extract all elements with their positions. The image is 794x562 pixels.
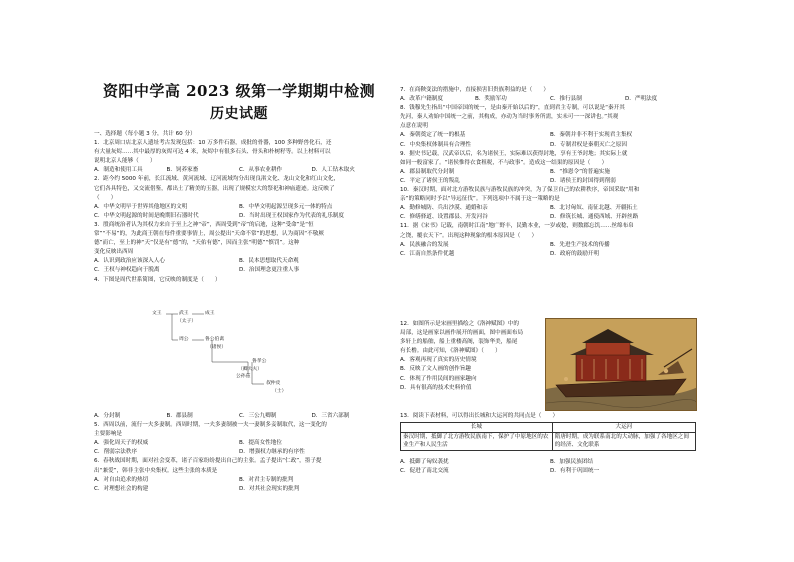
q6-options: [94, 485, 384, 494]
option: C．削弱宗法秩序: [94, 449, 138, 456]
node-taizi: （太子）: [177, 319, 197, 324]
q8-options: [400, 131, 700, 140]
node-duke-zhou: 周公: [179, 337, 189, 342]
q5-line: 主要影响是: [94, 431, 122, 438]
q9-options: [400, 177, 700, 186]
q2-line: 它们各具特色，又交流借鉴，都出土了精美的玉器，出现了规模宏大的祭祀和神庙遗迹。这反映了: [94, 185, 335, 192]
table-header-grand-canal: 大运河: [552, 423, 695, 433]
option: D．增强权力继承的有序性: [239, 449, 305, 456]
option: A．分封制: [94, 413, 121, 419]
question-block-1-3: [94, 130, 384, 285]
q8-line: 先河，秦人劝始中国统一之前，其构成，亦动为当时事务所需，实未可一一深讲也。”其观: [400, 114, 619, 121]
table-header-row: [401, 423, 696, 433]
q12-line: 局部，这是画家以画作展开的画面，图中画面布局: [400, 330, 524, 337]
boat-picture: [546, 319, 697, 411]
q9-line: 如同一般富家了。“诸侯惟得衣食租税，不与政事”。造成这一结果的原因是（ ）: [400, 159, 608, 166]
option: B．奖励军功: [475, 96, 507, 103]
q8-line: 8．钱穆先生指出“中国帝国的统一，是由秦开始以后的”，直到君主专制，可以说是“秦开其: [400, 105, 625, 112]
q11-options: [400, 250, 700, 259]
q9-line: 9．据史书记载，汉武帝以后，名为诸侯王，实际难以获得封地，享有王爷封地；其实际上就: [400, 150, 628, 157]
option: C．三公九卿制: [239, 413, 277, 419]
q12-line: 多轩上的船舶，船上重楼高阁，装饰华美，船尾: [400, 339, 518, 346]
q7-options: [400, 95, 700, 104]
option: B．秦朝并非不利于实现君主集权: [550, 132, 633, 139]
option: B．先进生产技术的传播: [550, 241, 610, 248]
option: C．促进了南北交流: [400, 468, 449, 475]
option: D．修筑长城、通使西域、开辟丝路: [550, 214, 639, 221]
option: C．对理想社会的构建: [94, 485, 149, 492]
option: B．“推恩令”的普遍实施: [550, 168, 610, 175]
q6-line: 出“兼爱”，韩非主张中央集权。这些主张的本质是: [94, 467, 218, 474]
q12-line: 有长橹。由此可知，《洛神赋图》（ ）: [400, 348, 501, 355]
node-bo-qin: 鲁公伯禽: [205, 337, 225, 342]
option: D．当时出现王权国家作为代表的礼乐制度: [239, 212, 344, 219]
q13-options-block: [400, 458, 700, 476]
table-cell-grand-canal: 隋唐时期，成为联系南北的大动脉，加强了各地区之间的经济、文化联系: [552, 432, 695, 450]
option: B．加强民族团结: [550, 459, 593, 465]
option: A．客观再现了真实的历史情境: [400, 357, 477, 364]
q5-options: [94, 439, 384, 448]
option: A．改革户籍制度: [400, 96, 443, 103]
option: A．抵御了匈奴袭扰: [400, 459, 449, 465]
q3-line: 变化反映出西周: [94, 249, 134, 256]
q13-line: 13．阅读下表材料，可以得出长城和大运河的共同点是（ ）: [400, 413, 559, 419]
option: C．中华文明起源的时间是晚期旧石器时代: [94, 212, 199, 219]
node-yi-duke: 鲁孝公: [252, 359, 267, 364]
q10-line: 10．秦汉时期，面对北方游牧民族与游牧民族的冲突，为了保卫自己的农耕秩序，帝国采取“用和: [400, 187, 640, 194]
option: C．平定了诸侯王的叛乱: [400, 177, 460, 184]
option: D．人工钻木取火: [311, 167, 355, 174]
option: B．提高女性地位: [239, 440, 282, 447]
q2-line: （ ）: [94, 194, 117, 201]
q3-options: [94, 257, 384, 266]
q3-line: 常”“不易”的，为此商王朝在每件重要事情上，周公提出“天命不常”的思想，认为商因“不敬厥: [94, 231, 324, 238]
q1-options: [94, 166, 384, 175]
q5-options: [94, 448, 384, 457]
option: C．体现了作用民间的画家趣向: [400, 375, 477, 382]
node-qingdafu: （卿大夫）: [238, 367, 262, 372]
q3-line: 德”而亡，至上的神“天”仅是有“德”的，“天佑有德”，因而主张“明德”“慎罚”。这种: [94, 240, 300, 247]
table-header-great-wall: 长城: [401, 423, 553, 433]
q12-line: 12．如图所示是宋画里描绘之《洛神赋图》中的: [400, 321, 519, 327]
q11-line: 之饶，覆衣天下”。出现这种现象的根本原因是（ ）: [400, 232, 538, 239]
q3-line: 3．殷商统治者认为其权力来自于至上之神“帝”，西周受到“帝”的启迪，这种“受命”是“恒: [94, 221, 314, 228]
node-ji-gong: 公孙兹: [236, 374, 251, 379]
q6-line: 6．春秋战国时期，面对社会变革，诸子百家纷纷提出自己的主张。孟子提出“仁政”，墨子提: [94, 458, 322, 465]
q11-options: [400, 241, 700, 250]
q5-line: 5．西周以前，流行一夫多妻制。西周时期，一夫多妻制被一夫一妻制多妾制取代，这一变化的: [94, 422, 327, 429]
option: B．对君主专制的批判: [239, 476, 294, 483]
q8-options: [400, 141, 700, 150]
option: D．对其社会现实的批判: [239, 485, 300, 492]
node-shi-note: （士）: [272, 389, 287, 394]
q1-line: 1．北京周口店北京人遗址考古发现包括：10 万多件石器，成批的骨器，100 多种野兽化石，还: [94, 140, 332, 147]
q6-options: [94, 476, 384, 485]
node-shi: 叔仲皮: [266, 381, 281, 386]
q8-line: 点意在说明: [400, 123, 428, 130]
option: A．秦朝奠定了统一的根基: [400, 132, 466, 139]
option: C．王权与神权趋向于脱离: [94, 267, 160, 274]
q4-line: 4．下图是周代世系简图，它反映的制度是（ ）: [94, 276, 221, 283]
option: D．有利于巩固统一: [550, 468, 600, 475]
table-row: [401, 432, 696, 450]
q13-options: [400, 467, 700, 476]
option: C．推行县制: [550, 96, 582, 103]
option: A．民族融合的发展: [400, 241, 449, 248]
q10-options: [400, 213, 700, 222]
section-heading: 一、选择题（每小题 3 分，共计 60 分）: [94, 131, 196, 137]
q10-options: [400, 204, 700, 213]
q10-line: 亲”的策略同时予以“导远征伐”。下列选项中不属于这一策略的是: [400, 196, 560, 203]
q11-line: 11．据《宋书》记载，南朝时江南“地广野丰，民勤本业，一岁或稔，则数郡忘饥……丝绵布帛: [400, 223, 634, 230]
option: D．治国理念更注重人事: [239, 267, 300, 274]
option: C．江南自然条件优越: [400, 250, 455, 257]
q3-options: [94, 266, 384, 275]
q4-options: [94, 412, 384, 421]
q1-line: 有大量灰烬……其中最厚的灰烬可达 4 米，灰烬中有很多石头、骨头和朴树籽等。以上材料可以: [94, 149, 331, 156]
question-block-12: [400, 320, 542, 393]
option: A．强化周天子的权威: [94, 440, 149, 447]
option: A．郡县制取代分封制: [400, 168, 455, 175]
lineage-diagram: [152, 310, 322, 402]
option: A．对自由追求的热切: [94, 476, 149, 483]
option: B．中华文明起源呈现多元一体的特点: [239, 203, 333, 210]
option: D．诸侯王的封国得到削弱: [550, 177, 616, 184]
node-king-cheng: 成王: [205, 311, 215, 316]
exam-title: 资阳中学高 2023 级第一学期期中检测: [102, 82, 376, 100]
option: C．从事农业耕作: [239, 167, 283, 174]
option: A．认识到政治应该深入人心: [94, 258, 165, 265]
option: B．饲养家畜: [166, 167, 199, 174]
great-wall-canal-table: [400, 422, 696, 451]
luoshen-painting-image: [545, 318, 697, 411]
option: A．勤修城防、兵出沙漠、通婚和亲: [400, 205, 488, 212]
option: B．民本思想取代天命观: [239, 258, 299, 265]
exam-subtitle: 历史试题: [210, 106, 268, 122]
node-king-wen: 文王: [152, 311, 162, 316]
question-block-13: [400, 412, 700, 421]
q7-line: 7．在商鞅变法的措施中，直接损害旧贵族利益的是（ ）: [400, 87, 549, 93]
option: C．修缮驿道、设置郡县、开发河谷: [400, 214, 488, 221]
question-block-4-6: [94, 412, 384, 494]
option: D．严明法度: [625, 96, 658, 103]
question-block-7-11: [400, 86, 700, 259]
option: B．北讨匈奴、南征北越、开疆拓土: [550, 205, 638, 212]
q2-options: [94, 212, 384, 221]
option: B．郡县制: [166, 413, 193, 419]
q9-options: [400, 168, 700, 177]
option: D．三省六部制: [311, 413, 350, 419]
node-zhuhou: （诸侯）: [207, 345, 227, 350]
option: D．具有很高的技术史料价值: [400, 384, 472, 391]
q13-options: [400, 458, 700, 467]
option: C．中央集权体制具有合理性: [400, 141, 472, 148]
option: B．反映了文人画的创作旨趣: [400, 366, 471, 373]
q2-line: 2．距今约 5000 年前，长江流域、黄河流域、辽河流域均分出现良渚文化、龙山文化和红山文化，: [94, 176, 340, 183]
option: A．制造和使用工具: [94, 167, 143, 174]
option: D．专制君权是秦朝灭亡之原因: [550, 141, 628, 148]
table-cell-great-wall: 秦汉时期，抵御了北方游牧民族南下，保护了中原地区的农业生产和人民生活: [401, 432, 553, 450]
option: A．中华文明早于世界其他地区的文明: [94, 203, 188, 210]
q2-options: [94, 203, 384, 212]
node-king-wu: 武王: [179, 311, 189, 316]
q1-line: 说明北京人能够（ ）: [94, 158, 156, 165]
option: D．政府的鼓励开明: [550, 250, 600, 257]
